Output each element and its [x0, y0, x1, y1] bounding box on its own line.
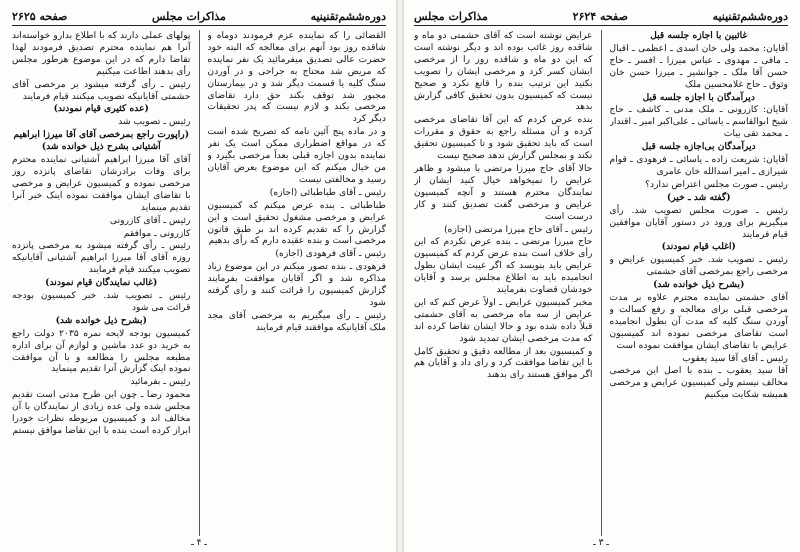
paragraph: رئیس ـ آقای فرهودی (اجازه)	[275, 248, 386, 260]
left-columns	[12, 30, 386, 536]
paragraph: رئیس ـ تصویب شد	[118, 116, 191, 128]
paragraph: طباطبائی ـ بنده عرض میکنم که کمیسیون عرایض و مرخصی مشغول تحقیق است و این گزارش را که تقدیم کرده اند بر طبق قانون مرخصی است و بنده عقیده دارم که رأی بدهیم	[207, 199, 386, 247]
left-page-right-column	[208, 30, 387, 536]
paragraph: آقایان: محمد ولی خان اسدی ـ اعظمی ـ اقبال ـ مافی ـ مهدوی ـ عباس میرزا ـ افسر ـ حاج حسن آقا ملک ـ جوانشیر ـ میرزا حسن خان وثوق ـ حاج غلامحسین ملک	[609, 42, 788, 90]
paragraph: دیرآمدگان بی‌اجازه جلسه قبل	[641, 141, 756, 153]
paragraph: رئیس ـ تصویب شد. خبر کمیسیون بودجه قرائت می شود	[12, 290, 191, 313]
paragraph: حاج میرزا مرتضی ـ بنده عرض نکردم که این رأی خلاف است بنده عرض کردم که کمیسیون عرایض باید بنویسد که اگر غیبت ایشان بطول انجامیده باید به اطلاع مجلس برسد و آقایان خودشان قضاوت بفرمایند	[414, 236, 593, 296]
paragraph: آقا سید یعقوب ـ بنده با اصل این مرخصی مخالف نیستم ولی کمیسیون عرایض و مرخصی همیشه شکایت میکنیم	[609, 365, 788, 401]
right-page-left-column	[414, 30, 593, 536]
left-page-footer: ـ ۴ ـ	[191, 538, 207, 548]
paragraph: (غالب نمایندگان قیام نمودند)	[45, 277, 158, 289]
paragraph: محمود رضا ـ چون این طرح مدتی است تقدیم مجلس شده ولی عده زیادی از نمایندگان با آن مخالف اند و کمیسیون مربوطه نظرات خودرا ابراز کرده است بنده با این تقاضا موافق نیستم	[12, 389, 191, 436]
paragraph: (بشرح ذیل خوانده شد)	[653, 279, 745, 291]
left-page-header	[12, 10, 386, 26]
paragraph: مخبر کمیسیون عرایض ـ اولاً عرض کنم که این عرایض از سه ماه مرخصی به آقای حشمتی قبلاً داده شده بود و حالا ایشان تقاضا کرده اند که مدت مرخصی ایشان تمدید شود	[414, 296, 593, 344]
paragraph: رئیس ـ آقای آقا سید یعقوب	[682, 352, 788, 364]
left-page	[0, 0, 396, 552]
paragraph: فرهودی ـ بنده تصور میکنم در این موضوع زیاد مذاکره شد و اگر آقایان موافقت بفرمایند گزارش کمیسیون را قرائت کنند و رأی گرفته شود	[207, 261, 386, 308]
paragraph: (راپورت راجع بمرخصی آقای آقا میرزا ابراهیم آشتیانی بشرح ذیل خوانده شد)	[13, 129, 190, 153]
right-page-right-column	[610, 30, 789, 536]
left-page-left-column	[12, 30, 191, 536]
paragraph: بنده عرض کردم که این آقا تقاضای مرخصی کرده و آن مسئله راجع به حقوق و مقررات است که باید تحقیق شود و تا کمیسیون تحقیق نکند و بمجلس گزارش ندهد صحیح نیست	[414, 114, 593, 162]
paragraph: رئیس ـ صورت مجلس تصویب شد. رأی میگیریم برای ورود در دستور آقایان موافقین قیام فرمایند	[609, 204, 788, 240]
paragraph: رئیس ـ بفرمائید	[130, 376, 191, 388]
left-page-number: صفحه ۲۶۲۵	[12, 10, 68, 23]
paragraph: رئیس ـ رأی گرفته میشود بر مرخصی آقای حشمتی آقایانیکه تصویب میکنند قیام فرمایند	[12, 78, 191, 102]
paragraph: (عده کثیری قیام نمودند)	[53, 103, 149, 115]
paragraph: غائبین با اجازه جلسه قبل	[650, 30, 748, 41]
column-divider	[199, 30, 200, 536]
paragraph: رئیس ـ تصویب شد. خبر کمیسیون عرایض و مرخصی راجع بمرخصی آقای حشمتی	[609, 254, 788, 278]
paragraph: عرایض نوشته است که آقای حشمتی دو ماه و شاقده روز غائب بوده اند و دیگر نوشته است که این دو ماه و شاقده روز را از مرخصی ایشان کسر کرد و مرخصی ایشان را تصویب بکنید این ترتیب بنده را قانع نکرد و صحیح نیست که کمیسیون بدون تحقیق کافی گزارش بدهد	[414, 30, 593, 113]
paragraph: حالا آقای حاج میرزا مرتضی با میشود و ظاهر عرایض را نمیخواهد خیال کنید ایشان از نمایندگان محترم هستند و آنچه کمیسیون عرایض و مرخصی گفت تصدیق کنند و کار درست است	[414, 162, 593, 222]
book-gutter	[396, 0, 404, 552]
paragraph: کمیسیون بودجه لایحه نمره ۲۰۳۵ دولت راجع به خرید دو عدد ماشین و لوازم آن برای اداره مطبعه مجلس را مطالعه و با آن موافقت نموده اینک گزارش آنرا تقدیم مینماید	[12, 327, 191, 375]
paragraph: آقایان: شریعت زاده ـ یاسائی ـ فرهودی ـ قوام شیرازی ـ امیر اسدالله خان عامری	[609, 154, 788, 177]
right-title: مذاكرات مجلس	[414, 10, 488, 23]
paragraph: القضائی را که نماینده عزم فرمودند دوماه و شاقده روز بود آنهم برای معالجه که البته خود حضرت عالی تصدیق میفرمائید یک نفر نماینده که مریض شد محتاج به جراحی و در آوردن سنگ کلیه یا قسمت دیگر شد و در بیمارستان مجبور شد توقف بکند حق دارد تقاضای مرخصی بکند و لازم نیست که پدر تحقیقات دیگر کرد	[207, 30, 386, 125]
left-title: مذاكرات مجلس	[152, 10, 226, 23]
paragraph: آقای حشمتی نماینده محترم علاوه بر مدت مرخصی قبلی برای معالجه و رفع کسالت و آوردن سنگ کلیه که مدت آن بطول انجامیده است تقاضای مرخصی نموده اند کمیسیون عرایض با تقاضای ایشان موافقت نموده است	[609, 292, 788, 351]
paragraph: (گفته شد ـ خیر)	[666, 191, 731, 203]
paragraph: دیرآمدگان با اجازه جلسه قبل	[642, 91, 755, 103]
paragraph: کازرونی ـ موافقم	[123, 227, 191, 239]
paragraph: و کمیسیون بعد از مطالعه دقیق و تحقیق کامل با این تقاضا موافقت کرد و رای داد و آقایان هم اگر موافق هستند رای بدهند	[414, 345, 593, 381]
right-page-number: صفحه ۲۶۲۴	[572, 10, 628, 23]
paragraph: و در ماده پنج آئین نامه که تصریح شده است که در مواقع اضطراری ممکن است یک نفر نماینده بدون اجازه قبلی بعداً مرخصی بگیرد و من خیال میکنم که این موضوع بعرض آقایان رسید و مخالفتی نیست	[207, 126, 386, 185]
paragraph: (اغلب قیام نمودند)	[661, 241, 736, 253]
right-series: دوره‌ششم‌تقنينيه	[712, 10, 788, 23]
paragraph: رئیس ـ صورت مجلس اعتراض ندارد؟	[645, 178, 788, 190]
paragraph: آقای آقا میرزا ابراهیم آشتیانی نماینده محترم برای وفات برادرشان تقاضای پانزده روز مرخصی نموده و کمیسیون عرایض و مرخصی با تقاضای ایشان موافقت نموده اینک خبر آنرا تقدیم مینماید	[12, 154, 191, 213]
paragraph: رئیس ـ آقای کازرونی	[109, 214, 191, 226]
paragraph: رئیس ـ آقای طباطبائی (اجازه)	[269, 186, 386, 198]
paragraph: رئیس ـ رأی گرفته میشود به مرخصی پانزده روزه آقای آقا میرزا ابراهیم آشتیانی آقایانیکه تصویب میکنند قیام فرمایند	[12, 240, 191, 276]
column-divider	[601, 30, 602, 536]
right-page	[404, 0, 800, 552]
right-columns	[414, 30, 788, 536]
left-series: دوره‌ششم‌تقنينيه	[310, 10, 386, 23]
paragraph: رئیس ـ آقای حاج میرزا مرتضی (اجازه)	[444, 223, 593, 235]
paragraph: آقایان: کازرونی ـ ملک مدنی ـ کاشف ـ حاج شیخ ابوالقاسم ـ یاسائی ـ علی‌اکبر امیر ـ اقتدار ـ محمد تقی بیات	[609, 104, 788, 140]
paragraph: (بشرح ذیل خوانده شد)	[55, 314, 147, 326]
right-page-header	[414, 10, 788, 26]
right-page-footer: ـ ۳ ـ	[593, 538, 609, 548]
paragraph: رئیس ـ رأی میگیریم به مرخصی آقای مجد ملک آقایانیکه موافقند قیام فرمایند	[207, 309, 386, 333]
paragraph: پولهای عملی دارند که با اطلاع بدارو خواسته‌اند آنرا هم نماینده محترم تصدیق فرمودند لهذا تقاضا دارم که در این موضوع هرطور مجلس رأی بدهند اطاعت میکنیم	[12, 30, 191, 77]
